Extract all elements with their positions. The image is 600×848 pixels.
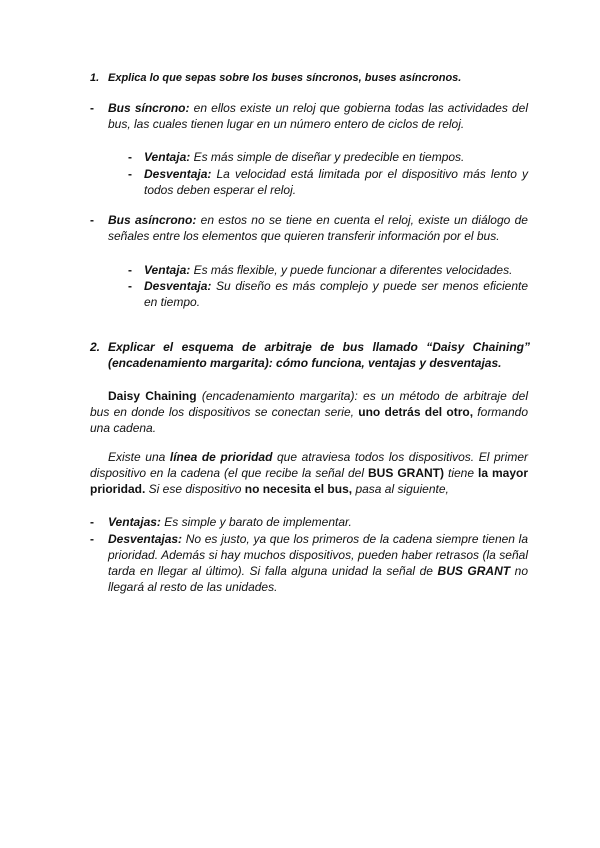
bullet-dash: - xyxy=(90,101,94,115)
bullet-dash: - xyxy=(90,515,94,529)
dc-disadvantages-text xyxy=(108,531,528,595)
sync-advantage-label: Ventaja: xyxy=(144,150,191,164)
async-bus-text xyxy=(108,212,528,244)
p2-text-4: Si ese dispositivo xyxy=(145,482,245,496)
p1-term: Daisy Chaining xyxy=(108,389,197,403)
sync-disadvantage-label: Desventaja: xyxy=(144,167,212,181)
p1-text-2: formando una cadena. xyxy=(90,405,529,435)
async-disadvantage-desc: Su diseño es más complejo y puede ser menos eficiente en tiempo. xyxy=(144,279,528,309)
p2-text-1: Existe una xyxy=(108,450,170,464)
p2-emphasis-1: línea de prioridad xyxy=(169,450,273,464)
bullet-dash: - xyxy=(128,150,132,164)
bullet-dash: - xyxy=(90,532,94,546)
async-disadvantage-label: Desventaja: xyxy=(144,279,212,293)
p2-emphasis-4: no necesita el bus, xyxy=(244,482,353,496)
question-2-number: 2. xyxy=(90,340,101,354)
bullet-dash: - xyxy=(128,279,132,293)
async-bus-desc: en estos no se tiene en cuenta el reloj, existe un diálogo de señales entre los elementos que quieren transferir información por el bus. xyxy=(108,213,528,243)
p1-text-1: (encadenamiento margarita): es un método de arbitraje del bus en donde los dispositivos se conectan serie, xyxy=(90,389,528,419)
question-2-title: Explicar el esquema de arbitraje de bus llamado “Daisy Chaining” (encadenamiento margarita): cómo funciona, ventajas y desventajas. xyxy=(108,340,530,370)
sync-bus-desc: en ellos existe un reloj que gobierna todas las actividades del bus, las cuales tienen lugar en un número entero de ciclos de reloj. xyxy=(108,101,529,131)
dc-disadvantages-bus-grant: BUS GRANT xyxy=(437,564,511,578)
bullet-dash: - xyxy=(128,263,132,277)
bullet-dash: - xyxy=(90,213,94,227)
question-1-number: 1. xyxy=(90,72,100,84)
dc-disadvantages-label: Desventajas: xyxy=(108,532,183,546)
paragraph-daisy-chaining xyxy=(90,388,528,436)
p1-emphasis: uno detrás del otro, xyxy=(358,405,474,419)
async-advantage-text xyxy=(144,262,528,278)
dc-disadvantages-desc-1: No es justo, ya que los primeros de la cadena siempre tienen la prioridad. Además si hay muchos dispositivos, pueden haber retrasos (la señal tarda en llegar al último). Si falla alguna unidad la señal de xyxy=(108,532,528,578)
dc-advantages-desc: Es simple y barato de implementar. xyxy=(160,515,352,529)
async-advantage-desc: Es más flexible, y puede funcionar a diferentes velocidades. xyxy=(190,263,513,277)
sync-advantage-text xyxy=(144,149,528,165)
dc-advantages-label: Ventajas: xyxy=(108,515,161,529)
question-2 xyxy=(90,339,530,373)
sync-disadvantage-text xyxy=(144,166,528,198)
dc-disadvantages-desc-2: no llegará al resto de las unidades. xyxy=(108,564,528,594)
sync-bus-text xyxy=(108,100,528,132)
paragraph-priority-line xyxy=(90,449,528,497)
async-bus-term: Bus asíncrono: xyxy=(108,213,197,227)
p2-text-5: pasa al siguiente, xyxy=(352,482,449,496)
p2-emphasis-2: BUS GRANT) xyxy=(368,466,444,480)
async-disadvantage-text xyxy=(144,278,528,310)
p2-text-3: tiene xyxy=(444,466,478,480)
sync-advantage-desc: Es más simple de diseñar y predecible en tiempos. xyxy=(190,150,465,164)
p2-emphasis-3: la mayor prioridad. xyxy=(90,466,529,496)
sync-disadvantage-desc: La velocidad está limitada por el dispositivo más lento y todos deben esperar el reloj. xyxy=(144,167,528,197)
sync-bus-term: Bus síncrono: xyxy=(108,101,190,115)
question-1-title: Explica lo que sepas sobre los buses síncronos, buses asíncronos. xyxy=(108,72,462,84)
p2-text-2: que atraviesa todos los dispositivos. El primer dispositivo en la cadena (el que recibe la señal del xyxy=(90,450,528,480)
async-advantage-label: Ventaja: xyxy=(144,263,191,277)
bullet-dash: - xyxy=(128,167,132,181)
dc-advantages-text xyxy=(108,514,528,530)
